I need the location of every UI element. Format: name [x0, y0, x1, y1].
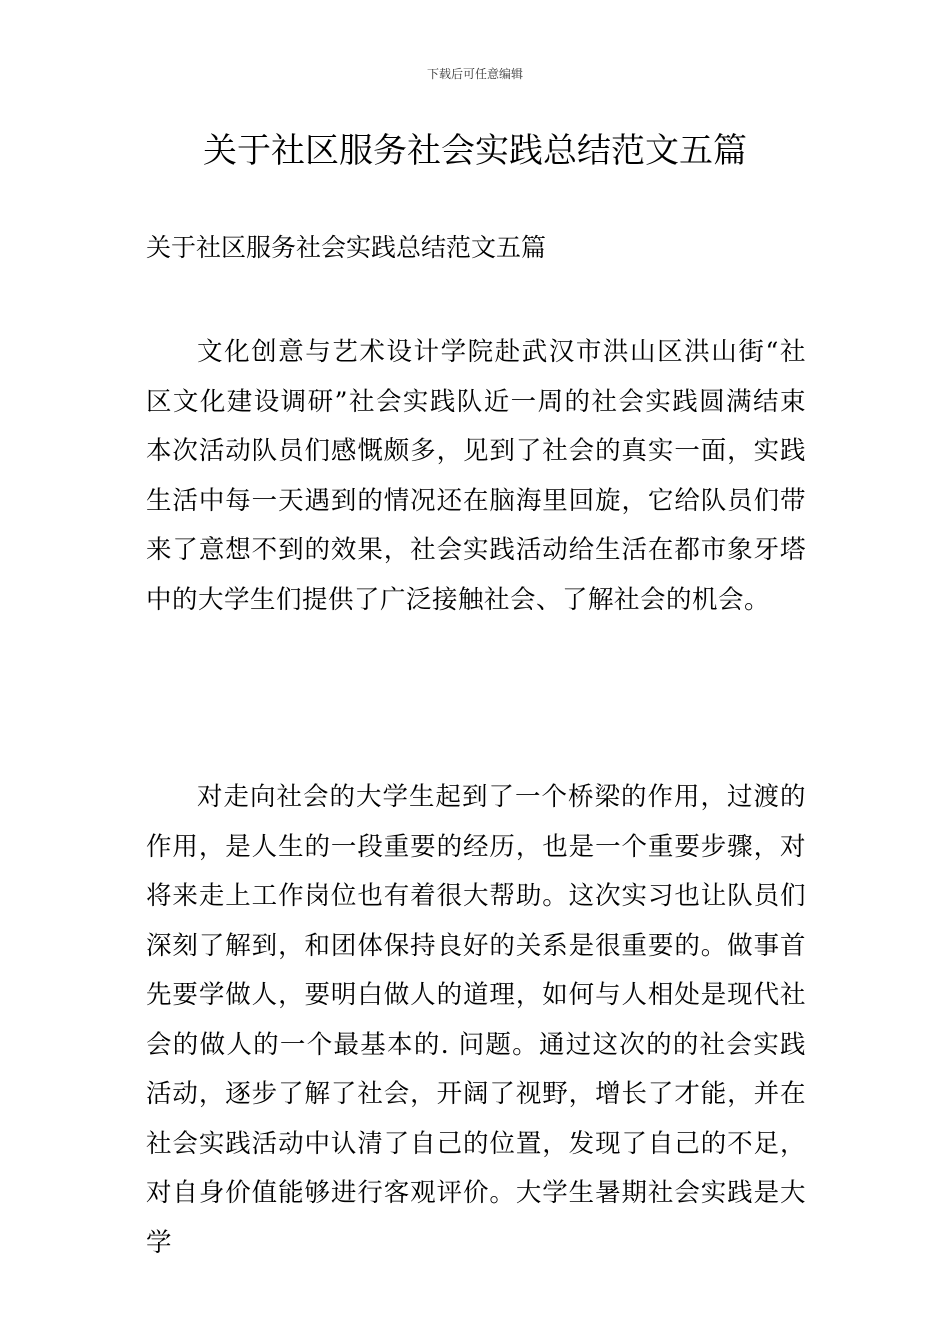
body-paragraph: 对走向社会的大学生起到了一个桥梁的作用，过渡的作用，是人生的一段重要的经历，也是一个重要步骤，对将来走上工作岗位也有着很大帮助。这次实习也让队员们深刻了解到，和团体保持良好的关系是很重要的。做事首先要学做人，要明白做人的道理，如何与人相处是现代社会的做人的一个最基本的. 问题。通过这次的的社会实践活动，逐步了解了社会，开阔了视野，增长了才能，并在社会实践活动中认清了自己的位置，发现了自己的不足，对自身价值能够进行客观评价。大学生暑期社会实践是大学 — [146, 782, 806, 1258]
document-subtitle: 关于社区服务社会实践总结范文五篇 — [146, 233, 547, 262]
document-title: 关于社区服务社会实践总结范文五篇 — [203, 131, 747, 171]
header-note: 下载后可任意编辑 — [426, 67, 523, 81]
body-paragraph: 文化创意与艺术设计学院赴武汉市洪山区洪山街“社区文化建设调研”社会实践队近一周的社会实践圆满结束本次活动队员们感慨颇多，见到了社会的真实一面，实践生活中每一天遇到的情况还在脑海里回旋，它给队员们带来了意想不到的效果，社会实践活动给生活在都市象牙塔中的大学生们提供了广泛接触社会、了解社会的机会。 — [146, 337, 806, 615]
